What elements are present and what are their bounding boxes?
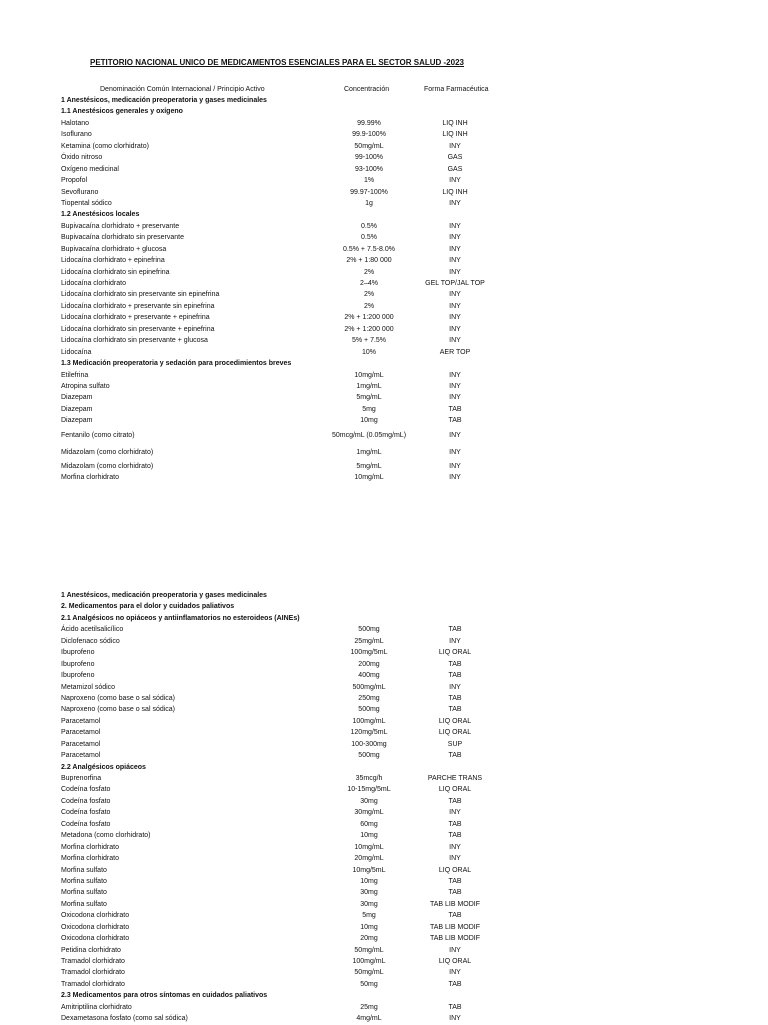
table-row	[61, 636, 521, 647]
form-cell: INY	[449, 177, 461, 185]
form-cell: TAB	[448, 694, 462, 702]
concentration-cell: 500mg	[358, 706, 380, 714]
concentration-cell: 30mg	[360, 797, 378, 805]
table-row	[61, 819, 521, 830]
table-row	[61, 682, 521, 693]
section-heading	[61, 590, 521, 601]
drug-name: Óxido nitroso	[61, 154, 103, 162]
form-cell: GAS	[447, 165, 463, 173]
form-cell: TAB	[448, 626, 462, 634]
concentration-cell: 50mg/mL	[354, 946, 384, 954]
table-row	[61, 784, 521, 795]
drug-name: Paracetamol	[61, 729, 101, 737]
concentration-cell: 10mg/mL	[354, 843, 384, 851]
concentration-cell: 25mg/mL	[354, 637, 384, 645]
drug-name: Oxicodona clorhidrato	[61, 935, 130, 943]
drug-name: Codeína fosfato	[61, 809, 111, 817]
concentration-cell: 100mg/mL	[352, 717, 386, 725]
form-cell: TAB	[448, 832, 462, 840]
concentration-cell: 10mg	[360, 877, 378, 885]
table-row	[61, 876, 521, 887]
form-cell: TAB	[448, 889, 462, 897]
drug-name: Ibuprofeno	[61, 649, 95, 657]
drug-name: Petidina clorhidrato	[61, 946, 121, 954]
table-row	[61, 910, 521, 921]
drug-name: Dexametasona fosfato (como sal sódica)	[61, 1015, 188, 1023]
concentration-cell: 1g	[365, 199, 373, 207]
form-cell: TAB	[448, 797, 462, 805]
form-cell: TAB	[448, 405, 462, 413]
drug-name: Lidocaína clorhidrato sin epinefrina	[61, 268, 170, 276]
section-title: 1.3 Medicación preoperatoria y sedación para procedimientos breves	[61, 360, 292, 368]
drug-name: Paracetamol	[61, 717, 101, 725]
concentration-cell: 30mg	[360, 900, 378, 908]
concentration-cell: 2%	[363, 302, 375, 310]
drug-name: Oxígeno medicinal	[61, 165, 119, 173]
concentration-cell: 50mg	[360, 980, 378, 988]
drug-name: Lidocaína clorhidrato sin preservante + epinefrina	[61, 325, 215, 333]
form-cell: INY	[449, 637, 461, 645]
form-cell: INY	[449, 291, 461, 299]
table-row	[61, 830, 521, 841]
table-row	[61, 933, 521, 944]
drug-name: Tramadol clorhidrato	[61, 980, 125, 988]
table-row	[61, 853, 521, 864]
drug-name: Midazolam (como clorhidrato)	[61, 448, 154, 456]
table-row	[61, 427, 521, 444]
form-cell: INY	[449, 382, 461, 390]
table-row	[61, 164, 521, 175]
concentration-cell: 20mg	[360, 935, 378, 943]
table-row	[61, 347, 521, 358]
drug-name: Paracetamol	[61, 752, 101, 760]
drug-name: Codeína fosfato	[61, 820, 111, 828]
form-cell: TAB	[448, 912, 462, 920]
form-cell: LIQ ORAL	[438, 717, 472, 725]
section-title: 2.2 Analgésicos opiáceos	[61, 763, 146, 771]
concentration-cell: 2% + 1:200 000	[344, 325, 394, 333]
drug-name: Morfina clorhidrato	[61, 855, 119, 863]
drug-name: Fentanilo (como citrato)	[61, 431, 135, 439]
form-cell: INY	[449, 337, 461, 345]
concentration-cell: 99-100%	[354, 154, 384, 162]
table-row	[61, 1013, 521, 1024]
form-cell: TAB	[448, 1003, 462, 1011]
drug-name: Diclofenaco sódico	[61, 637, 120, 645]
concentration-cell: 99.9-100%	[352, 131, 386, 139]
form-cell: INY	[449, 431, 461, 439]
drug-name: Lidocaína clorhidrato sin preservante + glucosa	[61, 337, 208, 345]
concentration-cell: 5mg/mL	[356, 462, 382, 470]
column-header-form: Forma Farmacéutica	[424, 86, 489, 93]
table-row	[61, 301, 521, 312]
section-title: 1.1 Anestésicos generales y oxígeno	[61, 108, 183, 116]
section-heading	[61, 106, 521, 117]
table-row	[61, 796, 521, 807]
table-row	[61, 461, 521, 472]
form-cell: LIQ INH	[442, 188, 468, 196]
drug-name: Naproxeno (como base o sal sódica)	[61, 706, 176, 714]
drug-name: Atropina sulfato	[61, 382, 110, 390]
table-row	[61, 945, 521, 956]
form-cell: INY	[449, 448, 461, 456]
section-heading	[61, 613, 521, 624]
column-header-concentration: Concentración	[344, 86, 390, 93]
form-cell: TAB	[448, 877, 462, 885]
table-row	[61, 255, 521, 266]
form-cell: TAB LIB MODIF	[429, 923, 481, 931]
medicines-table-block-1	[61, 95, 521, 484]
table-row	[61, 289, 521, 300]
concentration-cell: 2%	[363, 268, 375, 276]
form-cell: TAB	[448, 417, 462, 425]
table-row	[61, 956, 521, 967]
section-title: 1 Anestésicos, medicación preoperatoria y gases medicinales	[61, 592, 267, 599]
drug-name: Bupivacaína clorhidrato + glucosa	[61, 245, 167, 253]
drug-name: Lidocaína clorhidrato	[61, 280, 126, 287]
concentration-cell: 4mg/mL	[356, 1015, 382, 1023]
form-cell: TAB LIB MODIF	[429, 900, 481, 908]
form-cell: INY	[449, 325, 461, 333]
table-row	[61, 141, 521, 152]
form-cell: INY	[449, 142, 461, 150]
concentration-cell: 10%	[361, 348, 377, 356]
table-row	[61, 278, 521, 289]
form-cell: LIQ ORAL	[438, 729, 472, 737]
section-title: 1 Anestésicos, medicación preoperatoria y gases medicinales	[61, 97, 267, 104]
drug-name: Buprenorfina	[61, 775, 102, 782]
section-title: 2.1 Analgésicos no opiáceos y antiinflamatorios no esteroideos (AINEs)	[61, 614, 300, 622]
concentration-cell: 0.5% + 7.5-8.0%	[343, 245, 395, 253]
section-heading	[61, 209, 521, 220]
form-cell: PARCHE TRANS	[427, 775, 483, 782]
concentration-cell: 10-15mg/5mL	[347, 786, 391, 794]
form-cell: INY	[449, 843, 461, 851]
table-row	[61, 750, 521, 761]
table-row	[61, 267, 521, 278]
form-cell: TAB	[448, 980, 462, 988]
form-cell: GAS	[447, 154, 463, 162]
concentration-cell: 5mg	[362, 912, 376, 920]
form-cell: TAB LIB MODIF	[429, 935, 481, 943]
drug-name: Lidocaína	[61, 348, 92, 356]
concentration-cell: 20mg/mL	[354, 855, 384, 863]
drug-name: Isoflurano	[61, 131, 92, 139]
concentration-cell: 500mg/mL	[352, 683, 386, 691]
concentration-cell: 60mg	[360, 820, 378, 828]
table-row	[61, 324, 521, 335]
table-row	[61, 472, 521, 483]
drug-name: Lidocaína clorhidrato + preservante + epinefrina	[61, 314, 210, 322]
drug-name: Bupivacaína clorhidrato sin preservante	[61, 234, 184, 242]
drug-name: Halotano	[61, 119, 90, 127]
table-row	[61, 967, 521, 978]
form-cell: TAB	[448, 706, 462, 714]
concentration-cell: 2–4%	[360, 280, 378, 287]
section-heading	[61, 990, 521, 1001]
drug-name: Propofol	[61, 177, 88, 185]
concentration-cell: 30mg	[360, 889, 378, 897]
table-row	[61, 444, 521, 461]
form-cell: INY	[449, 683, 461, 691]
table-row	[61, 152, 521, 163]
concentration-cell: 30mg/mL	[354, 809, 384, 817]
form-cell: INY	[449, 371, 461, 379]
concentration-cell: 1mg/mL	[356, 448, 382, 456]
form-cell: INY	[449, 268, 461, 276]
form-cell: LIQ ORAL	[438, 786, 472, 794]
drug-name: Morfina sulfato	[61, 889, 107, 897]
table-row	[61, 647, 521, 658]
drug-name: Ibuprofeno	[61, 660, 95, 668]
concentration-cell: 0.5%	[361, 222, 377, 230]
concentration-cell: 500mg	[358, 626, 380, 634]
concentration-cell: 5% + 7.5%	[351, 337, 387, 345]
drug-name: Codeína fosfato	[61, 797, 111, 805]
drug-name: Oxicodona clorhidrato	[61, 912, 130, 920]
table-row	[61, 659, 521, 670]
form-cell: INY	[449, 474, 461, 482]
concentration-cell: 99.97-100%	[350, 188, 388, 196]
concentration-cell: 100mg/mL	[352, 958, 386, 965]
table-row	[61, 693, 521, 704]
drug-name: Tiopental sódico	[61, 199, 112, 207]
table-row	[61, 370, 521, 381]
concentration-cell: 50mcg/mL (0.05mg/mL)	[331, 431, 407, 439]
table-row	[61, 118, 521, 129]
drug-name: Codeína fosfato	[61, 786, 111, 794]
table-row	[61, 807, 521, 818]
concentration-cell: 10mg	[360, 832, 378, 840]
form-cell: INY	[449, 809, 461, 817]
concentration-cell: 5mg	[362, 405, 376, 413]
section-heading	[61, 95, 521, 106]
concentration-cell: 1mg/mL	[356, 382, 382, 390]
table-row	[61, 129, 521, 140]
drug-name: Ibuprofeno	[61, 672, 95, 680]
table-row	[61, 335, 521, 346]
concentration-cell: 1%	[363, 177, 375, 185]
concentration-cell: 99.99%	[357, 119, 381, 127]
table-row	[61, 175, 521, 186]
form-cell: INY	[449, 855, 461, 863]
drug-name: Midazolam (como clorhidrato)	[61, 462, 154, 470]
concentration-cell: 50mg/mL	[354, 142, 384, 150]
table-row	[61, 415, 521, 426]
concentration-cell: 2% + 1:80 000	[346, 257, 392, 265]
drug-name: Tramadol clorhidrato	[61, 969, 125, 977]
concentration-cell: 10mg/mL	[354, 371, 384, 379]
concentration-cell: 10mg	[360, 923, 378, 931]
concentration-cell: 5mg/mL	[356, 394, 382, 402]
form-cell: INY	[449, 234, 461, 242]
table-row	[61, 704, 521, 715]
form-cell: LIQ ORAL	[438, 958, 472, 965]
form-cell: INY	[449, 314, 461, 322]
concentration-cell: 120mg/5mL	[350, 729, 388, 737]
drug-name: Metadona (como clorhidrato)	[61, 832, 151, 840]
drug-name: Morfina clorhidrato	[61, 843, 119, 851]
drug-name: Etilefrina	[61, 371, 89, 379]
form-cell: GEL TOP/JAL TOP	[425, 280, 485, 287]
form-cell: SUP	[447, 740, 463, 748]
form-cell: LIQ ORAL	[438, 866, 472, 874]
table-row	[61, 887, 521, 898]
drug-name: Naproxeno (como base o sal sódica)	[61, 694, 176, 702]
form-cell: INY	[449, 302, 461, 310]
table-row	[61, 221, 521, 232]
table-row	[61, 865, 521, 876]
table-row	[61, 670, 521, 681]
concentration-cell: 35mcg/h	[355, 775, 383, 782]
drug-name: Lidocaína clorhidrato + epinefrina	[61, 257, 165, 265]
concentration-cell: 10mg	[360, 417, 378, 425]
section-title: 2.3 Medicamentos para otros síntomas en cuidados paliativos	[61, 992, 268, 1000]
form-cell: LIQ INH	[442, 131, 468, 139]
table-row	[61, 232, 521, 243]
table-row	[61, 922, 521, 933]
concentration-cell: 250mg	[358, 694, 380, 702]
form-cell: TAB	[448, 672, 462, 680]
form-cell: INY	[449, 222, 461, 230]
table-row	[61, 381, 521, 392]
form-cell: INY	[449, 394, 461, 402]
section-heading	[61, 601, 521, 612]
concentration-cell: 2%	[363, 291, 375, 299]
form-cell: TAB	[448, 820, 462, 828]
section-title: 1.2 Anestésicos locales	[61, 211, 140, 219]
table-row	[61, 312, 521, 323]
drug-name: Tramadol clorhidrato	[61, 958, 125, 965]
form-cell: INY	[449, 257, 461, 265]
table-row	[61, 1002, 521, 1013]
medicines-table-block-2	[61, 590, 521, 1025]
table-row	[61, 899, 521, 910]
drug-name: Diazepam	[61, 394, 93, 402]
concentration-cell: 400mg	[358, 672, 380, 680]
drug-name: Lidocaína clorhidrato + preservante sin epinefrina	[61, 302, 215, 310]
form-cell: LIQ ORAL	[438, 649, 472, 657]
table-row	[61, 198, 521, 209]
drug-name: Amitriptilina clorhidrato	[61, 1003, 132, 1011]
form-cell: INY	[449, 245, 461, 253]
table-row	[61, 404, 521, 415]
form-cell: LIQ INH	[442, 119, 468, 127]
concentration-cell: 100mg/5mL	[350, 649, 388, 657]
form-cell: INY	[449, 946, 461, 954]
document-title: PETITORIO NACIONAL UNICO DE MEDICAMENTOS ESENCIALES PARA EL SECTOR SALUD -2023	[90, 58, 464, 67]
table-row	[61, 392, 521, 403]
drug-name: Metamizol sódico	[61, 683, 116, 691]
concentration-cell: 0.5%	[361, 234, 377, 242]
drug-name: Paracetamol	[61, 740, 101, 748]
drug-name: Morfina sulfato	[61, 900, 107, 908]
concentration-cell: 25mg	[360, 1003, 378, 1011]
drug-name: Oxicodona clorhidrato	[61, 923, 130, 931]
concentration-cell: 93-100%	[354, 165, 384, 173]
table-row	[61, 244, 521, 255]
form-cell: INY	[449, 199, 461, 207]
drug-name: Morfina clorhidrato	[61, 474, 119, 482]
form-cell: INY	[449, 462, 461, 470]
form-cell: INY	[449, 1015, 461, 1023]
table-row	[61, 187, 521, 198]
concentration-cell: 10mg/5mL	[352, 866, 386, 874]
form-cell: TAB	[448, 752, 462, 760]
table-row	[61, 716, 521, 727]
form-cell: INY	[449, 969, 461, 977]
table-row	[61, 739, 521, 750]
column-header-name: Denominación Común Internacional / Principio Activo	[100, 86, 265, 93]
concentration-cell: 2% + 1:200 000	[344, 314, 394, 322]
drug-name: Diazepam	[61, 417, 93, 425]
section-title: 2. Medicamentos para el dolor y cuidados paliativos	[61, 603, 235, 611]
concentration-cell: 100-300mg	[351, 740, 387, 748]
table-row	[61, 842, 521, 853]
concentration-cell: 50mg/mL	[354, 969, 384, 977]
table-row	[61, 624, 521, 635]
drug-name: Lidocaína clorhidrato sin preservante sin epinefrina	[61, 291, 220, 299]
drug-name: Ketamina (como clorhidrato)	[61, 142, 149, 150]
concentration-cell: 200mg	[358, 660, 380, 668]
form-cell: AER TOP	[439, 348, 471, 356]
table-row	[61, 979, 521, 990]
concentration-cell: 10mg/mL	[354, 474, 384, 482]
drug-name: Morfina sulfato	[61, 877, 107, 885]
section-heading	[61, 358, 521, 369]
form-cell: TAB	[448, 660, 462, 668]
drug-name: Sevoflurano	[61, 188, 99, 196]
drug-name: Diazepam	[61, 405, 93, 413]
table-row	[61, 727, 521, 738]
drug-name: Ácido acetilsalicílico	[61, 626, 124, 634]
drug-name: Bupivacaína clorhidrato + preservante	[61, 222, 180, 230]
drug-name: Morfina sulfato	[61, 866, 107, 874]
concentration-cell: 500mg	[358, 752, 380, 760]
table-row	[61, 773, 521, 784]
section-heading	[61, 762, 521, 773]
